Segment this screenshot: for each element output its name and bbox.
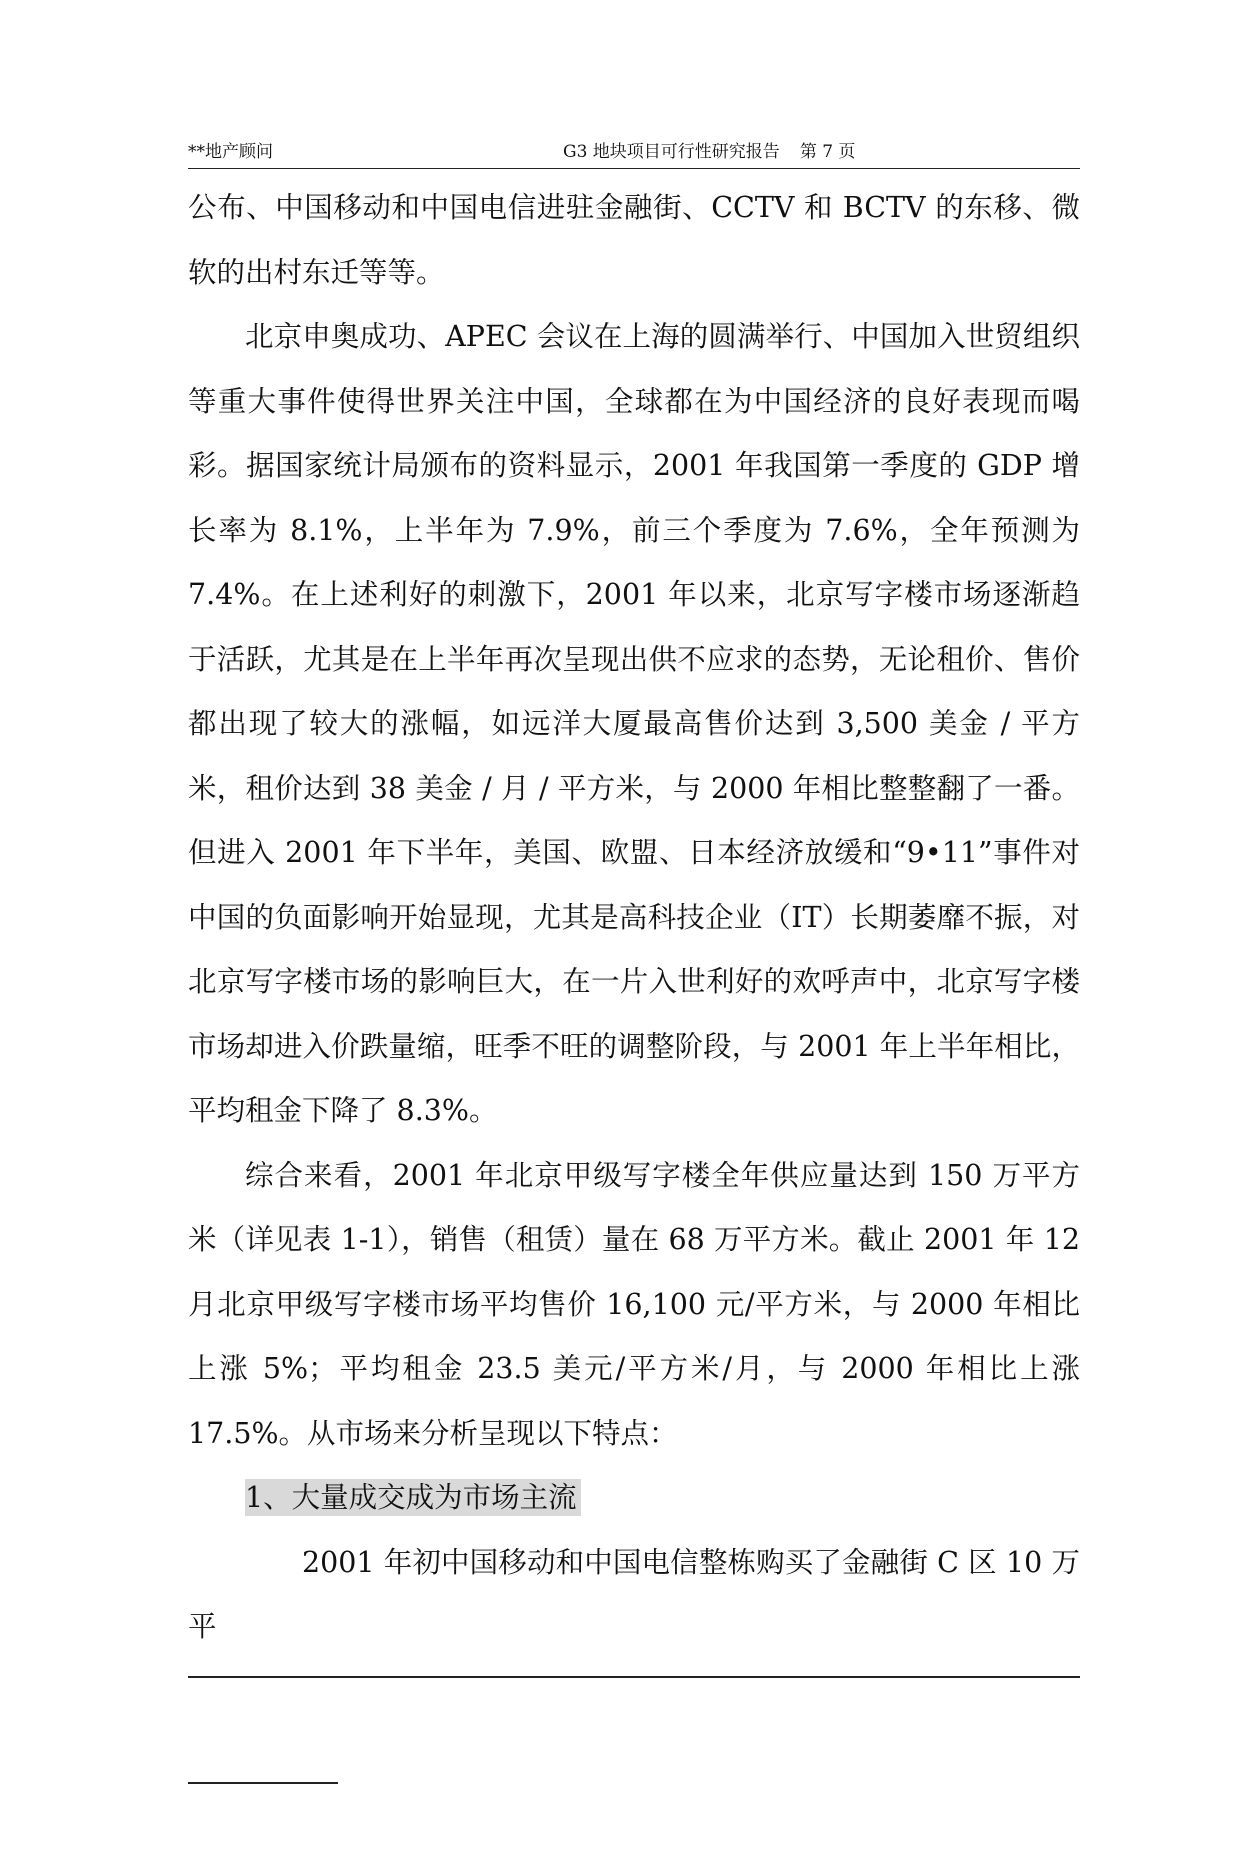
body-text [188,176,1080,1660]
paragraph-4: 2001 年初中国移动和中国电信整栋购买了金融街 C 区 10 万平 [188,1545,1080,1643]
separator-line-short [188,1782,338,1784]
page-header [188,142,1080,169]
header-title-block [563,142,855,162]
paragraph-3: 综合来看，2001 年北京甲级写字楼全年供应量达到 150 万平方米（详见表 1-1），销售（租赁）量在 68 万平方米。截止 2001 年 12 月北京甲级写字楼市场平均售价 16,100 元/平方米，与 2000 年相比上涨 5%；平均租金 23.5 美元/平方米/月，与 2000 年相比上涨 17.5%。从市场来分析呈现以下特点： [188,1158,1080,1450]
header-report-title: G3 地块项目可行性研究报告 [563,142,780,162]
section-heading [188,1466,1080,1531]
footnote-separator [188,1588,1080,1856]
paragraph-1: 公布、中国移动和中国电信进驻金融街、CCTV 和 BCTV 的东移、微软的出村东迁等等。 [188,191,1080,289]
header-company: **地产顾问 [188,142,273,162]
section-heading-text: 1、大量成交成为市场主流 [245,1479,581,1516]
header-page-number: 第 7 页 [799,142,856,162]
separator-line-long [188,1676,1080,1678]
paragraph-2: 北京申奥成功、APEC 会议在上海的圆满举行、中国加入世贸组织等重大事件使得世界关注中国，全球都在为中国经济的良好表现而喝彩。据国家统计局颁布的资料显示，2001 年我国第一季度的 GDP 增长率为 8.1%，上半年为 7.9%，前三个季度为 7.6%，全年预测为 7.4%。在上述利好的刺激下，2001 年以来，北京写字楼市场逐渐趋于活跃，尤其是在上半年再次呈现出供不应求的态势，无论租价、售价都出现了较大的涨幅，如远洋大厦最高售价达到 3,500 美金 / 平方米，租价达到 38 美金 / 月 / 平方米，与 2000 年相比整整翻了一番。但进入 2001 年下半年，美国、欧盟、日本经济放缓和“9•11”事件对中国的负面影响开始显现，尤其是高科技企业（IT）长期萎靡不振，对北京写字楼市场的影响巨大，在一片入世利好的欢呼声中，北京写字楼市场却进入价跌量缩，旺季不旺的调整阶段，与 2001 年上半年相比，平均租金下降了 8.3%。 [188,320,1080,1127]
